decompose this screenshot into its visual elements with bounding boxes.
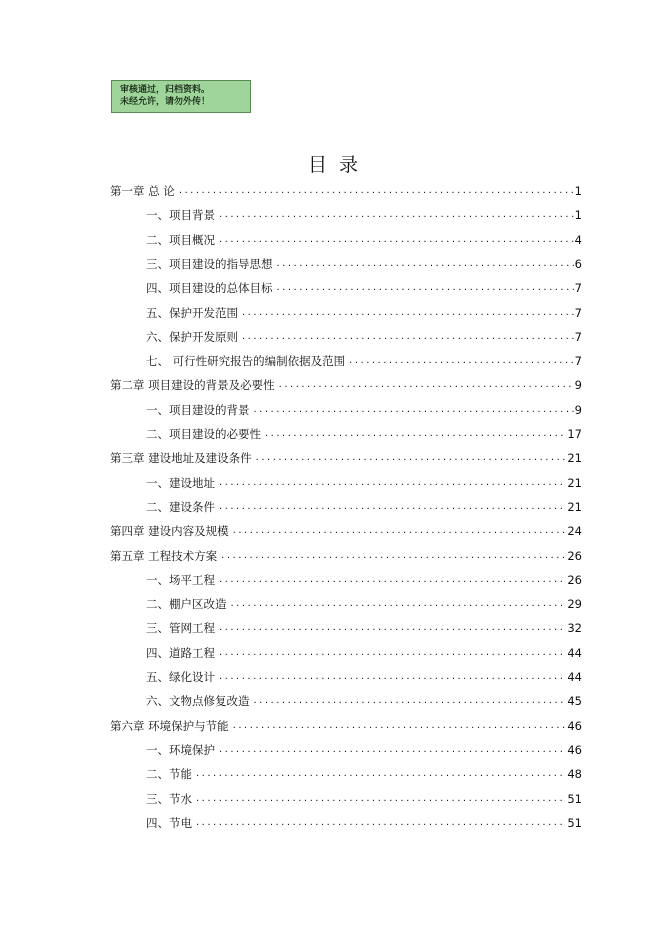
toc-chapter-entry[interactable] bbox=[110, 375, 582, 395]
toc-entry-title: 一、建设地址 bbox=[146, 475, 215, 490]
toc-section-entry[interactable] bbox=[146, 230, 582, 250]
toc-section-entry[interactable] bbox=[146, 327, 582, 347]
toc-entry-title: 第五章 工程技术方案 bbox=[110, 548, 218, 563]
toc-entry-title: 二、棚户区改造 bbox=[146, 597, 227, 612]
toc-dot-leader bbox=[196, 789, 566, 809]
toc-dot-leader bbox=[277, 254, 574, 274]
toc-section-entry[interactable] bbox=[146, 205, 582, 225]
toc-entry-title: 六、文物点修复改造 bbox=[146, 694, 250, 709]
toc-entry-title: 三、节水 bbox=[146, 791, 192, 806]
toc-dot-leader bbox=[219, 473, 566, 493]
toc-section-entry[interactable] bbox=[146, 667, 582, 687]
toc-page-number: 9 bbox=[574, 402, 582, 417]
toc-dot-leader bbox=[219, 230, 574, 250]
toc-chapter-entry[interactable] bbox=[110, 716, 582, 736]
toc-page-number: 26 bbox=[567, 572, 582, 587]
toc-page-number: 1 bbox=[574, 208, 582, 223]
toc-dot-leader bbox=[219, 618, 566, 638]
toc-dot-leader bbox=[242, 303, 574, 323]
toc-entry-title: 四、道路工程 bbox=[146, 645, 215, 660]
toc-section-entry[interactable] bbox=[146, 473, 582, 493]
toc-section-entry[interactable] bbox=[146, 497, 582, 517]
toc-dot-leader bbox=[349, 351, 574, 371]
toc-dot-leader bbox=[179, 181, 574, 201]
toc-page-number: 44 bbox=[567, 670, 582, 684]
toc-entry-title: 一、场平工程 bbox=[146, 572, 215, 587]
toc-entry-title: 第一章 总 论 bbox=[110, 184, 175, 198]
toc-entry-title: 一、项目背景 bbox=[146, 208, 215, 223]
toc-page-number: 29 bbox=[567, 597, 582, 612]
toc-entry-title: 四、节电 bbox=[146, 815, 192, 830]
toc-dot-leader bbox=[219, 570, 566, 590]
toc-dot-leader bbox=[233, 716, 567, 736]
toc-entry-title: 五、保护开发范围 bbox=[146, 305, 238, 320]
toc-section-entry[interactable] bbox=[146, 813, 582, 833]
toc-page-number: 7 bbox=[574, 281, 582, 296]
toc-entry-title: 二、节能 bbox=[146, 767, 192, 782]
toc-section-entry[interactable] bbox=[146, 400, 582, 420]
toc-section-entry[interactable] bbox=[146, 643, 582, 663]
toc-entry-title: 一、环境保护 bbox=[146, 742, 215, 757]
toc-page-number: 21 bbox=[567, 451, 582, 466]
toc-dot-leader bbox=[219, 667, 566, 687]
toc-page-number: 7 bbox=[574, 354, 582, 369]
toc-dot-leader bbox=[242, 327, 574, 347]
toc-entry-title: 三、管网工程 bbox=[146, 621, 215, 636]
toc-dot-leader bbox=[219, 497, 566, 517]
toc-page-number: 45 bbox=[567, 694, 582, 709]
toc-dot-leader bbox=[219, 205, 574, 225]
toc-dot-leader bbox=[277, 278, 574, 298]
toc-dot-leader bbox=[254, 400, 574, 420]
toc-entry-title: 第四章 建设内容及规模 bbox=[110, 524, 229, 539]
toc-entry-title: 第二章 项目建设的背景及必要性 bbox=[110, 378, 275, 393]
toc-chapter-entry[interactable] bbox=[110, 521, 582, 541]
toc-section-entry[interactable] bbox=[146, 424, 582, 444]
toc-dot-leader bbox=[196, 764, 566, 784]
toc-entry-title: 五、绿化设计 bbox=[146, 670, 215, 684]
toc-dot-leader bbox=[233, 521, 567, 541]
toc-dot-leader bbox=[279, 375, 574, 395]
toc-section-entry[interactable] bbox=[146, 254, 582, 274]
toc-chapter-entry[interactable] bbox=[110, 181, 582, 201]
toc-page-number: 32 bbox=[567, 621, 582, 636]
toc-page-number: 4 bbox=[574, 232, 582, 247]
toc-page-number: 46 bbox=[567, 718, 582, 733]
toc-section-entry[interactable] bbox=[146, 351, 582, 371]
toc-section-entry[interactable] bbox=[146, 278, 582, 298]
toc-page-number: 9 bbox=[574, 378, 582, 393]
toc-dot-leader bbox=[219, 740, 566, 760]
toc-entry-title: 四、项目建设的总体目标 bbox=[146, 281, 273, 296]
toc-dot-leader bbox=[219, 643, 566, 663]
toc-page-number: 51 bbox=[567, 791, 582, 806]
toc-page-number: 48 bbox=[567, 767, 582, 782]
toc-dot-leader bbox=[256, 448, 567, 468]
toc-section-entry[interactable] bbox=[146, 570, 582, 590]
toc-page-number: 51 bbox=[567, 815, 582, 830]
toc-entry-title: 第六章 环境保护与节能 bbox=[110, 718, 229, 733]
toc-page-number: 17 bbox=[567, 427, 582, 441]
toc-entry-title: 一、项目建设的背景 bbox=[146, 402, 250, 417]
stamp-line-1: 审核通过，归档资料。 bbox=[120, 85, 211, 95]
toc-section-entry[interactable] bbox=[146, 303, 582, 323]
toc-entry-title: 七、 可行性研究报告的编制依据及范围 bbox=[146, 354, 346, 369]
toc-section-entry[interactable] bbox=[146, 618, 582, 638]
toc-dot-leader bbox=[196, 813, 566, 833]
toc-section-entry[interactable] bbox=[146, 740, 582, 760]
toc-page-number: 6 bbox=[574, 256, 582, 271]
toc-section-entry[interactable] bbox=[146, 789, 582, 809]
toc-chapter-entry[interactable] bbox=[110, 448, 582, 468]
page-title: 目录 bbox=[307, 154, 370, 176]
toc-dot-leader bbox=[265, 424, 566, 444]
toc-page-number: 46 bbox=[567, 742, 582, 757]
toc-entry-title: 六、保护开发原则 bbox=[146, 329, 238, 344]
toc-entry-title: 二、建设条件 bbox=[146, 499, 215, 514]
toc-page-number: 44 bbox=[567, 645, 582, 660]
toc-dot-leader bbox=[221, 546, 566, 566]
toc-dot-leader bbox=[254, 691, 567, 711]
toc-page-number: 7 bbox=[574, 305, 582, 320]
approval-stamp bbox=[111, 80, 251, 113]
toc-entry-title: 二、项目概况 bbox=[146, 232, 215, 247]
toc-section-entry[interactable] bbox=[146, 691, 582, 711]
toc-chapter-entry[interactable] bbox=[110, 546, 582, 566]
toc-entry-title: 二、项目建设的必要性 bbox=[146, 427, 261, 441]
toc-page-number: 7 bbox=[574, 329, 582, 344]
toc-page-number: 24 bbox=[567, 524, 582, 539]
toc-entry-title: 第三章 建设地址及建设条件 bbox=[110, 451, 252, 466]
toc-page-number: 1 bbox=[574, 184, 582, 198]
toc-page-number: 21 bbox=[567, 499, 582, 514]
toc-section-entry[interactable] bbox=[146, 594, 582, 614]
toc-page-number: 21 bbox=[567, 475, 582, 490]
toc-page-number: 26 bbox=[567, 548, 582, 563]
toc-entry-title: 三、项目建设的指导思想 bbox=[146, 256, 273, 271]
toc-dot-leader bbox=[231, 594, 567, 614]
stamp-line-2: 未经允许，请勿外传！ bbox=[120, 97, 211, 107]
toc-section-entry[interactable] bbox=[146, 764, 582, 784]
